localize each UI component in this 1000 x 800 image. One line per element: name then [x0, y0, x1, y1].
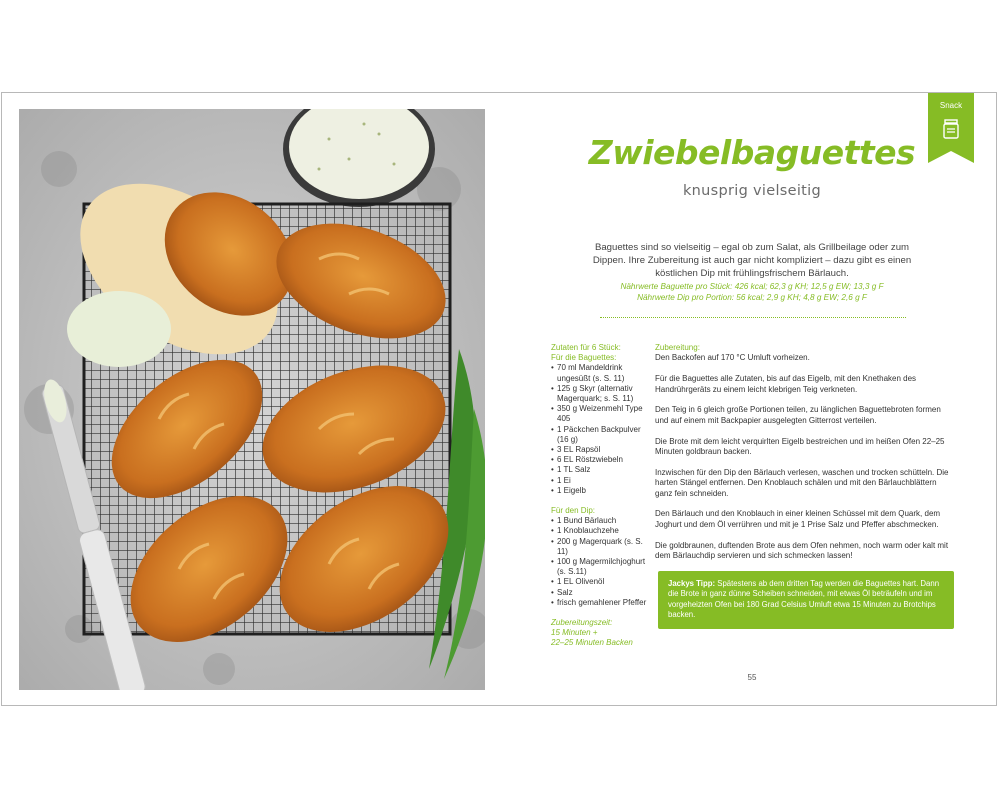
jar-icon	[943, 119, 959, 139]
recipe-subtitle: knusprig vielseitig	[682, 183, 822, 199]
list-item: • 3 EL Rapsöl	[551, 445, 649, 455]
preparation-column	[655, 343, 955, 572]
tip-text: Spätestens ab dem dritten Tag werden die Baguettes hart. Dann die Brote in ganz dünne Scheiben schneiden, mit etwas Öl beträufeln und im vorgeheizten Ofen bei 180 Grad Celsius Umluft etwa 15 Minuten zu Brotchips backen.	[668, 579, 940, 619]
list-item: • 200 g Magerquark (s. S. 11)	[551, 537, 649, 557]
preparation-step: Den Teig in 6 gleich große Portionen teilen, zu länglichen Baguettebroten formen und auf einem mit Backpapier ausgelegten Gitterrost verteilen.	[655, 405, 941, 425]
prep-time-line: 22–25 Minuten Backen	[551, 638, 633, 648]
recipe-intro: Baguettes sind so vielseitig – egal ob zum Salat, als Grillbeilage oder zum Dippen. Ihre Zubereitung ist auch gar nicht kompliziert – dazu gibt es einen köstlichen Dip mit frühlingsfrischem Bärlauch.	[592, 242, 912, 279]
list-item: • frisch gemahlener Pfeffer	[551, 598, 649, 608]
book-spread	[1, 92, 997, 706]
preparation-step: Inzwischen für den Dip den Bärlauch verlesen, waschen und trocken schütteln. Die harten Stängel entfernen. Den Knoblauch schälen und mit den Bärlauchblättern ganz fein schneiden.	[655, 467, 949, 498]
list-item: • 70 ml Mandeldrink ungesüßt (s. S. 11)	[551, 363, 649, 383]
recipe-title: Zwiebelbaguettes	[588, 133, 916, 172]
baguette-heading: Für die Baguettes:	[551, 353, 617, 363]
preparation-step: Den Bärlauch und den Knoblauch in einer kleinen Schüssel mit dem Quark, dem Joghurt und dem Öl verrühren und mit je 1 Prise Salz und Pfeffer abschmecken.	[655, 509, 941, 529]
prep-time-heading: Zubereitungszeit:	[551, 618, 613, 628]
category-label: Snack	[939, 101, 963, 110]
divider	[600, 317, 906, 318]
tip-box	[658, 571, 954, 629]
recipe-photo	[19, 109, 485, 690]
tip-label: Jackys Tipp:	[668, 579, 716, 588]
list-item: • 1 Eigelb	[551, 486, 649, 496]
list-item: • 1 Bund Bärlauch	[551, 516, 649, 526]
nutrition-dip: Nährwerte Dip pro Portion: 56 kcal; 2,9 g KH; 4,8 g EW; 2,6 g F	[637, 292, 867, 302]
list-item: • 1 Päckchen Backpulver (16 g)	[551, 425, 649, 445]
list-item: • 350 g Weizenmehl Type 405	[551, 404, 649, 424]
list-item: • Salz	[551, 588, 649, 598]
page-number: 55	[747, 673, 757, 682]
list-item: • 1 TL Salz	[551, 465, 649, 475]
baguette-ingredient-list	[551, 363, 649, 496]
nutrition-baguette: Nährwerte Baguette pro Stück: 426 kcal; 62,3 g KH; 12,5 g EW; 13,3 g F	[620, 282, 884, 291]
preparation-step: Die goldbraunen, duftenden Brote aus dem Ofen nehmen, noch warm oder kalt mit dem Bärlauchdip servieren und sich schmecken lassen!	[655, 540, 949, 561]
prep-time-line: 15 Minuten +	[551, 628, 598, 638]
preparation-step: Den Backofen auf 170 °C Umluft vorheizen.	[655, 353, 810, 363]
dip-heading: Für den Dip:	[551, 506, 596, 516]
ingredients-heading: Zutaten für 6 Stück:	[551, 343, 621, 352]
list-item: • 6 EL Röstzwiebeln	[551, 455, 649, 465]
nutrition-info	[587, 282, 917, 303]
preparation-step: Für die Baguettes alle Zutaten, bis auf das Eigelb, mit den Knethaken des Handrührgeräts zu einem leicht klebrigen Teig verkneten.	[655, 374, 917, 394]
list-item: • 1 EL Olivenöl	[551, 577, 649, 587]
list-item: • 125 g Skyr (alternativ Magerquark; s. S. 11)	[551, 384, 649, 404]
preparation-step: Die Brote mit dem leicht verquirlten Eigelb bestreichen und im heißen Ofen 22–25 Minuten goldbraun backen.	[655, 436, 945, 457]
ingredients-column	[551, 343, 649, 649]
list-item: • 100 g Magermilchjoghurt (s. S.11)	[551, 557, 649, 577]
list-item: • 1 Ei	[551, 476, 649, 486]
list-item: • 1 Knoblauchzehe	[551, 526, 649, 536]
dip-ingredient-list	[551, 516, 649, 608]
preparation-heading: Zubereitung:	[655, 343, 700, 352]
